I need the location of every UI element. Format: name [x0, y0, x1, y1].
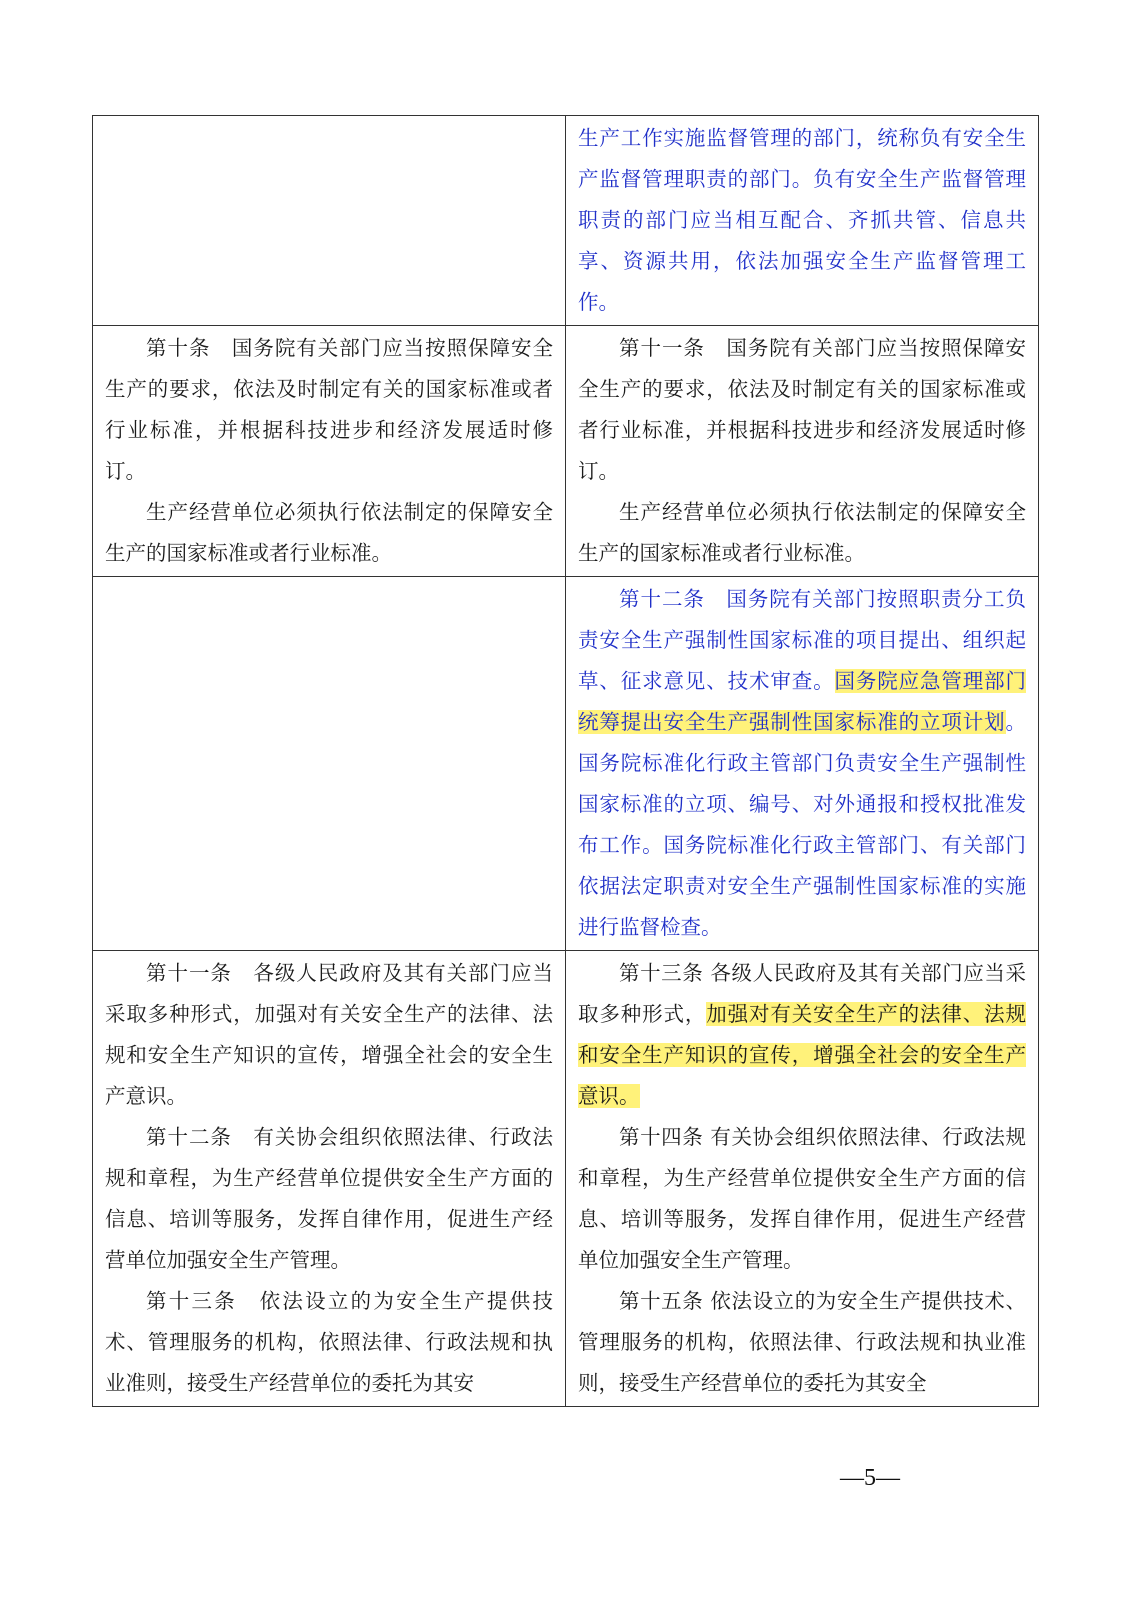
article-paragraph: 生产经营单位必须执行依法制定的保障安全生产的国家标准或者行业标准。	[105, 500, 553, 565]
page-number: —5—	[840, 1465, 900, 1491]
table-row	[93, 116, 1039, 326]
new-text-cell	[566, 577, 1039, 951]
text-segment: 。国务院标准化行政主管部门负责安全生产强制性国家标准的立项、编号、对外通报和授权批准发布工作。国务院标准化行政主管部门、有关部门依据法定职责对安全生产强制性国家标准的实施进行监督检查。	[578, 710, 1026, 939]
highlighted-text: 加强对有关安全生产的法律、法规和安全生产知识的宣传，增强全社会的安全生产意识。	[578, 1002, 1026, 1108]
new-text-cell	[566, 326, 1039, 577]
article-paragraph: 生产经营单位必须执行依法制定的保障安全生产的国家标准或者行业标准。	[578, 500, 1026, 565]
highlighted-text: 国务院应急管理部门统筹提出安全生产强制性国家标准的立项计划	[578, 669, 1026, 734]
text-segment: 第十三条 各级人民政府及其有关部门应当采取多种形式，	[578, 961, 1026, 1026]
text-segment: 第十二条 国务院有关部门按照职责分工负责安全生产强制性国家标准的项目提出、组织起草、征求意见、技术审查。	[578, 587, 1026, 693]
article-paragraph: 第十条 国务院有关部门应当按照保障安全生产的要求，依法及时制定有关的国家标准或者行业标准，并根据科技进步和经济发展适时修订。	[105, 336, 553, 483]
article-paragraph	[578, 579, 1026, 948]
article-paragraph: 第十五条 依法设立的为安全生产提供技术、管理服务的机构，依照法律、行政法规和执业准则，接受生产经营单位的委托为其安全	[578, 1289, 1026, 1395]
article-paragraph: 第十四条 有关协会组织依照法律、行政法规和章程，为生产经营单位提供安全生产方面的信息、培训等服务，发挥自律作用，促进生产经营单位加强安全生产管理。	[578, 1125, 1026, 1272]
old-text-cell	[93, 577, 566, 951]
old-text-cell	[93, 326, 566, 577]
table-row	[93, 951, 1039, 1407]
article-paragraph: 第十一条 国务院有关部门应当按照保障安全生产的要求，依法及时制定有关的国家标准或者行业标准，并根据科技进步和经济发展适时修订。	[578, 336, 1026, 483]
article-paragraph	[578, 953, 1026, 1117]
comparison-table	[92, 115, 1039, 1407]
new-text-cell	[566, 951, 1039, 1407]
article-paragraph: 第十二条 有关协会组织依照法律、行政法规和章程，为生产经营单位提供安全生产方面的信息、培训等服务，发挥自律作用，促进生产经营单位加强安全生产管理。	[105, 1125, 553, 1272]
old-text-cell	[93, 116, 566, 326]
new-text-cell	[566, 116, 1039, 326]
table-row	[93, 577, 1039, 951]
article-paragraph: 第十一条 各级人民政府及其有关部门应当采取多种形式，加强对有关安全生产的法律、法规和安全生产知识的宣传，增强全社会的安全生产意识。	[105, 961, 553, 1108]
article-paragraph: 生产工作实施监督管理的部门，统称负有安全生产监督管理职责的部门。负有安全生产监督管理职责的部门应当相互配合、齐抓共管、信息共享、资源共用，依法加强安全生产监督管理工作。	[578, 126, 1026, 314]
old-text-cell	[93, 951, 566, 1407]
table-row	[93, 326, 1039, 577]
article-paragraph: 第十三条 依法设立的为安全生产提供技术、管理服务的机构，依照法律、行政法规和执业准则，接受生产经营单位的委托为其安	[105, 1289, 553, 1395]
